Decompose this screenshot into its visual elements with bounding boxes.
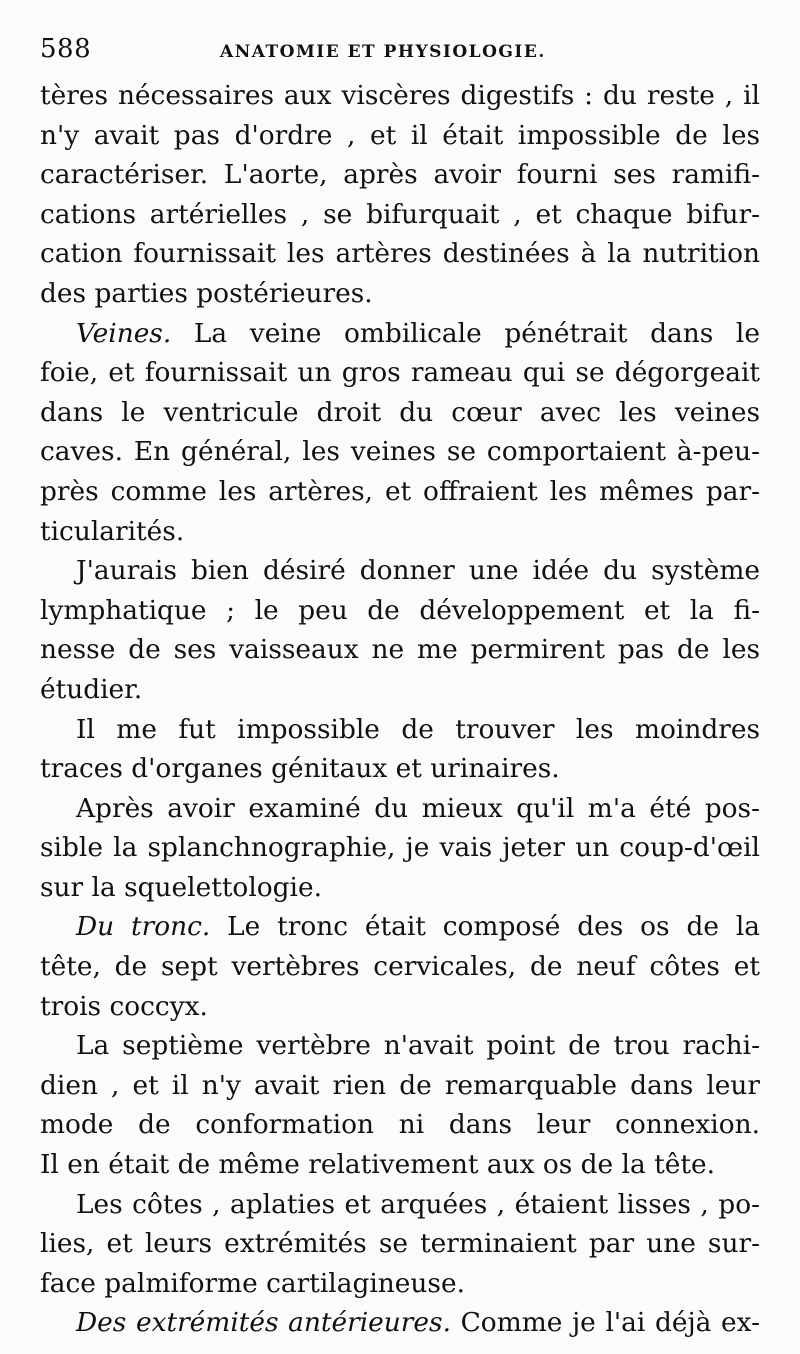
body-text [40, 76, 760, 1343]
paragraph-start-line: Les côtes , aplaties et arquées , étaient lisses , po- [76, 1188, 760, 1220]
paragraph-start-line: Des extrémités antérieures. Comme je l'ai déjà ex- [76, 1307, 760, 1339]
text-line: dans le ventricule droit du cœur avec les veines [40, 396, 760, 428]
section-heading-italic: Veines. [76, 317, 172, 349]
text-line: caves. En général, les veines se comportaient à-peu- [40, 436, 760, 468]
text-line: lies, et leurs extrémités se terminaient par une sur- [40, 1228, 760, 1260]
text-line: trois coccyx. [40, 990, 208, 1022]
text-line: tête, de sept vertèbres cervicales, de neuf côtes et [40, 951, 760, 983]
text-line: Il en était de même relativement aux os de la tête. [40, 1149, 715, 1181]
text-line: lymphatique ; le peu de développement et la fi- [40, 594, 760, 626]
text-line: nesse de ses vaisseaux ne me permirent pas de les [40, 634, 760, 666]
page-number: 588 [40, 34, 92, 64]
text-line: n'y avait pas d'ordre , et il était impossible de les [40, 119, 760, 151]
paragraph-start-line: La septième vertèbre n'avait point de trou rachi- [76, 1030, 760, 1062]
section-heading-italic: Des extrémités antérieures. [76, 1307, 451, 1339]
section-heading-italic: Du tronc. [76, 911, 211, 943]
text-line: ticularités. [40, 515, 185, 547]
paragraph-start-line: Veines. La veine ombilicale pénétrait dans le [76, 317, 760, 349]
text-line: face palmiforme cartilagineuse. [40, 1267, 465, 1299]
text-line: des parties postérieures. [40, 277, 373, 309]
text-line: étudier. [40, 673, 143, 705]
text-line: dien , et il n'y avait rien de remarquable dans leur [40, 1069, 760, 1101]
running-head: ANATOMIE ET PHYSIOLOGIE. [220, 42, 546, 62]
text-line: mode de conformation ni dans leur connexion. [40, 1109, 760, 1141]
text-line: près comme les artères, et offraient les mêmes par- [40, 475, 760, 507]
text-line: cation fournissait les artères destinées à la nutrition [40, 238, 760, 270]
text-line: cations artérielles , se bifurquait , et chaque bifur- [40, 198, 760, 230]
paragraph-start-line: Il me fut impossible de trouver les moindres [76, 713, 760, 745]
text-line: tères nécessaires aux viscères digestifs : du reste , il [40, 80, 760, 111]
text-line: sible la splanchnographie, je vais jeter un coup-d'œil [40, 832, 760, 864]
paragraph-start-line: Du tronc. Le tronc était composé des os de la [76, 911, 760, 943]
text-line: foie, et fournissait un gros rameau qui se dégorgeait [40, 357, 760, 389]
page-header [40, 34, 762, 74]
text-line: sur la squelettologie. [40, 871, 322, 903]
paragraph-start-line: Après avoir examiné du mieux qu'il m'a été pos- [76, 792, 760, 824]
text-line: traces d'organes génitaux et urinaires. [40, 753, 560, 785]
text-line: caractériser. L'aorte, après avoir fourni ses ramifi- [40, 159, 760, 191]
paragraph-start-line: J'aurais bien désiré donner une idée du système [76, 555, 760, 587]
